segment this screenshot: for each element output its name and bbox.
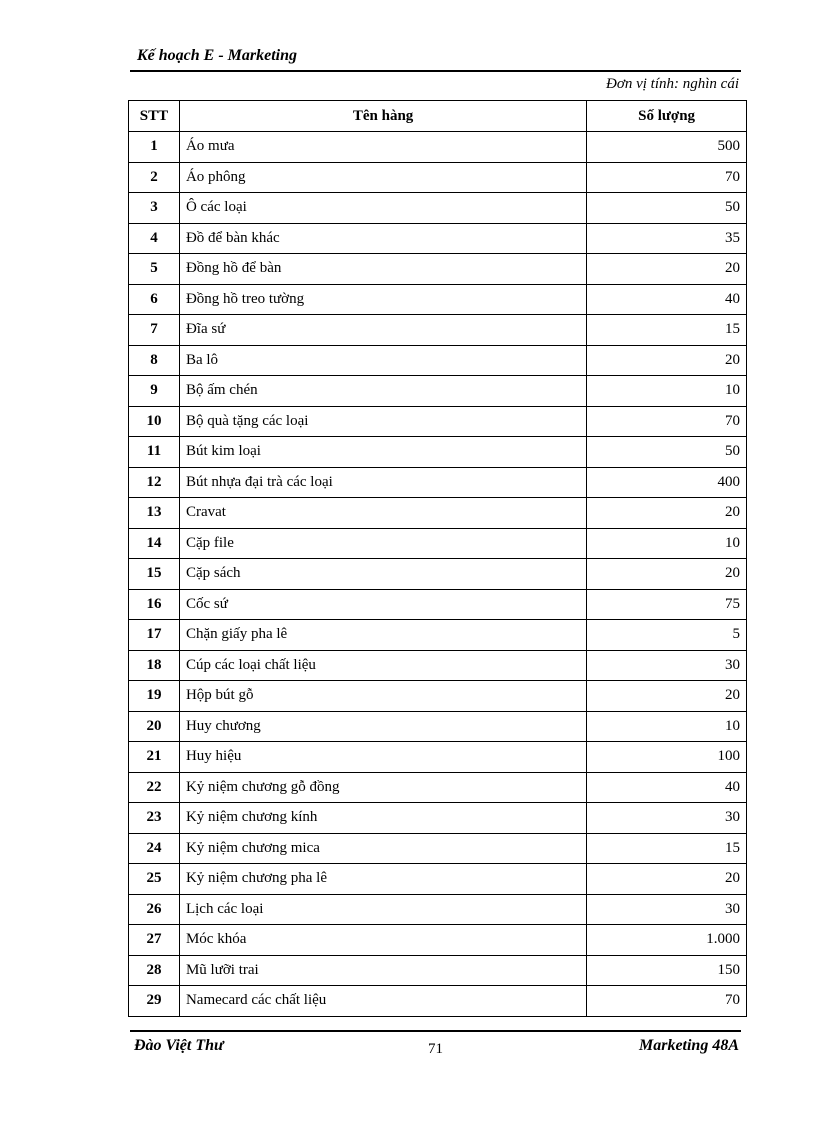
row-quantity: 40 xyxy=(587,284,747,315)
row-quantity: 20 xyxy=(587,681,747,712)
table-row xyxy=(129,681,747,712)
table-row xyxy=(129,650,747,681)
table-row xyxy=(129,162,747,193)
table-row xyxy=(129,833,747,864)
row-quantity: 15 xyxy=(587,315,747,346)
row-quantity: 20 xyxy=(587,559,747,590)
row-item-name: Mũ lưỡi trai xyxy=(179,955,586,986)
row-quantity: 10 xyxy=(587,528,747,559)
row-quantity: 150 xyxy=(587,955,747,986)
row-stt: 12 xyxy=(129,467,180,498)
row-quantity: 20 xyxy=(587,254,747,285)
row-item-name: Cặp sách xyxy=(179,559,586,590)
row-quantity: 50 xyxy=(587,437,747,468)
row-stt: 10 xyxy=(129,406,180,437)
unit-note: Đơn vị tính: nghìn cái xyxy=(606,76,739,92)
table-row xyxy=(129,498,747,529)
row-item-name: Áo mưa xyxy=(179,132,586,163)
row-item-name: Bút kim loại xyxy=(179,437,586,468)
row-item-name: Kỷ niệm chương pha lê xyxy=(179,864,586,895)
row-stt: 14 xyxy=(129,528,180,559)
row-stt: 8 xyxy=(129,345,180,376)
row-quantity: 30 xyxy=(587,650,747,681)
row-quantity: 35 xyxy=(587,223,747,254)
row-stt: 29 xyxy=(129,986,180,1017)
table-row xyxy=(129,894,747,925)
row-item-name: Đồng hồ treo tường xyxy=(179,284,586,315)
row-item-name: Đồng hồ để bàn xyxy=(179,254,586,285)
row-quantity: 10 xyxy=(587,711,747,742)
table-row xyxy=(129,437,747,468)
row-stt: 7 xyxy=(129,315,180,346)
row-stt: 17 xyxy=(129,620,180,651)
row-quantity: 10 xyxy=(587,376,747,407)
row-quantity: 1.000 xyxy=(587,925,747,956)
row-item-name: Ô các loại xyxy=(179,193,586,224)
row-stt: 11 xyxy=(129,437,180,468)
row-quantity: 20 xyxy=(587,864,747,895)
column-header-stt: STT xyxy=(129,101,180,132)
footer-course: Marketing 48A xyxy=(638,1037,739,1054)
row-stt: 16 xyxy=(129,589,180,620)
table-row xyxy=(129,559,747,590)
row-stt: 20 xyxy=(129,711,180,742)
row-item-name: Namecard các chất liệu xyxy=(179,986,586,1017)
table-row xyxy=(129,711,747,742)
row-item-name: Cravat xyxy=(179,498,586,529)
row-stt: 9 xyxy=(129,376,180,407)
row-stt: 13 xyxy=(129,498,180,529)
row-item-name: Hộp bút gỗ xyxy=(179,681,586,712)
row-quantity: 70 xyxy=(587,986,747,1017)
row-item-name: Lịch các loại xyxy=(179,894,586,925)
row-quantity: 30 xyxy=(587,803,747,834)
row-stt: 23 xyxy=(129,803,180,834)
table-row xyxy=(129,376,747,407)
row-stt: 28 xyxy=(129,955,180,986)
row-item-name: Kỷ niệm chương mica xyxy=(179,833,586,864)
row-quantity: 100 xyxy=(587,742,747,773)
table-row xyxy=(129,315,747,346)
row-item-name: Đồ để bàn khác xyxy=(179,223,586,254)
table-row xyxy=(129,864,747,895)
row-stt: 26 xyxy=(129,894,180,925)
row-stt: 24 xyxy=(129,833,180,864)
table-row xyxy=(129,193,747,224)
table-row xyxy=(129,467,747,498)
row-quantity: 70 xyxy=(587,406,747,437)
row-item-name: Chặn giấy pha lê xyxy=(179,620,586,651)
row-stt: 19 xyxy=(129,681,180,712)
row-stt: 3 xyxy=(129,193,180,224)
page-number: 71 xyxy=(428,1041,443,1057)
row-item-name: Cúp các loại chất liệu xyxy=(179,650,586,681)
row-quantity: 5 xyxy=(587,620,747,651)
table-row xyxy=(129,986,747,1017)
header-title: Kế hoạch E - Marketing xyxy=(137,47,298,64)
row-item-name: Huy chương xyxy=(179,711,586,742)
row-item-name: Bộ ấm chén xyxy=(179,376,586,407)
row-item-name: Móc khóa xyxy=(179,925,586,956)
row-item-name: Bộ quà tặng các loại xyxy=(179,406,586,437)
row-item-name: Áo phông xyxy=(179,162,586,193)
row-quantity: 500 xyxy=(587,132,747,163)
footer-rule xyxy=(130,1030,741,1032)
row-stt: 21 xyxy=(129,742,180,773)
table-row xyxy=(129,345,747,376)
row-item-name: Kỷ niệm chương kính xyxy=(179,803,586,834)
table-row xyxy=(129,620,747,651)
column-header-name: Tên hàng xyxy=(179,101,586,132)
footer-author: Đào Việt Thư xyxy=(134,1037,224,1054)
row-stt: 5 xyxy=(129,254,180,285)
row-stt: 6 xyxy=(129,284,180,315)
row-item-name: Cặp file xyxy=(179,528,586,559)
table-header-row xyxy=(129,101,747,132)
table-row xyxy=(129,528,747,559)
row-item-name: Ba lô xyxy=(179,345,586,376)
header-rule xyxy=(130,70,741,72)
table-row xyxy=(129,925,747,956)
row-item-name: Huy hiệu xyxy=(179,742,586,773)
row-stt: 4 xyxy=(129,223,180,254)
table-row xyxy=(129,132,747,163)
row-stt: 2 xyxy=(129,162,180,193)
table-row xyxy=(129,406,747,437)
table-row xyxy=(129,772,747,803)
row-stt: 27 xyxy=(129,925,180,956)
row-item-name: Bút nhựa đại trà các loại xyxy=(179,467,586,498)
row-stt: 22 xyxy=(129,772,180,803)
column-header-quantity: Số lượng xyxy=(587,101,747,132)
table-row xyxy=(129,284,747,315)
row-stt: 15 xyxy=(129,559,180,590)
row-quantity: 75 xyxy=(587,589,747,620)
row-item-name: Đĩa sứ xyxy=(179,315,586,346)
table-row xyxy=(129,742,747,773)
row-item-name: Cốc sứ xyxy=(179,589,586,620)
row-quantity: 20 xyxy=(587,345,747,376)
row-quantity: 40 xyxy=(587,772,747,803)
row-quantity: 15 xyxy=(587,833,747,864)
table-row xyxy=(129,589,747,620)
row-stt: 1 xyxy=(129,132,180,163)
row-stt: 25 xyxy=(129,864,180,895)
row-quantity: 20 xyxy=(587,498,747,529)
table-body xyxy=(129,132,747,1017)
table-row xyxy=(129,254,747,285)
table-row xyxy=(129,803,747,834)
row-quantity: 70 xyxy=(587,162,747,193)
row-quantity: 50 xyxy=(587,193,747,224)
row-quantity: 400 xyxy=(587,467,747,498)
row-stt: 18 xyxy=(129,650,180,681)
table-row xyxy=(129,955,747,986)
table-row xyxy=(129,223,747,254)
goods-table xyxy=(128,100,747,1017)
row-item-name: Kỷ niệm chương gỗ đồng xyxy=(179,772,586,803)
row-quantity: 30 xyxy=(587,894,747,925)
